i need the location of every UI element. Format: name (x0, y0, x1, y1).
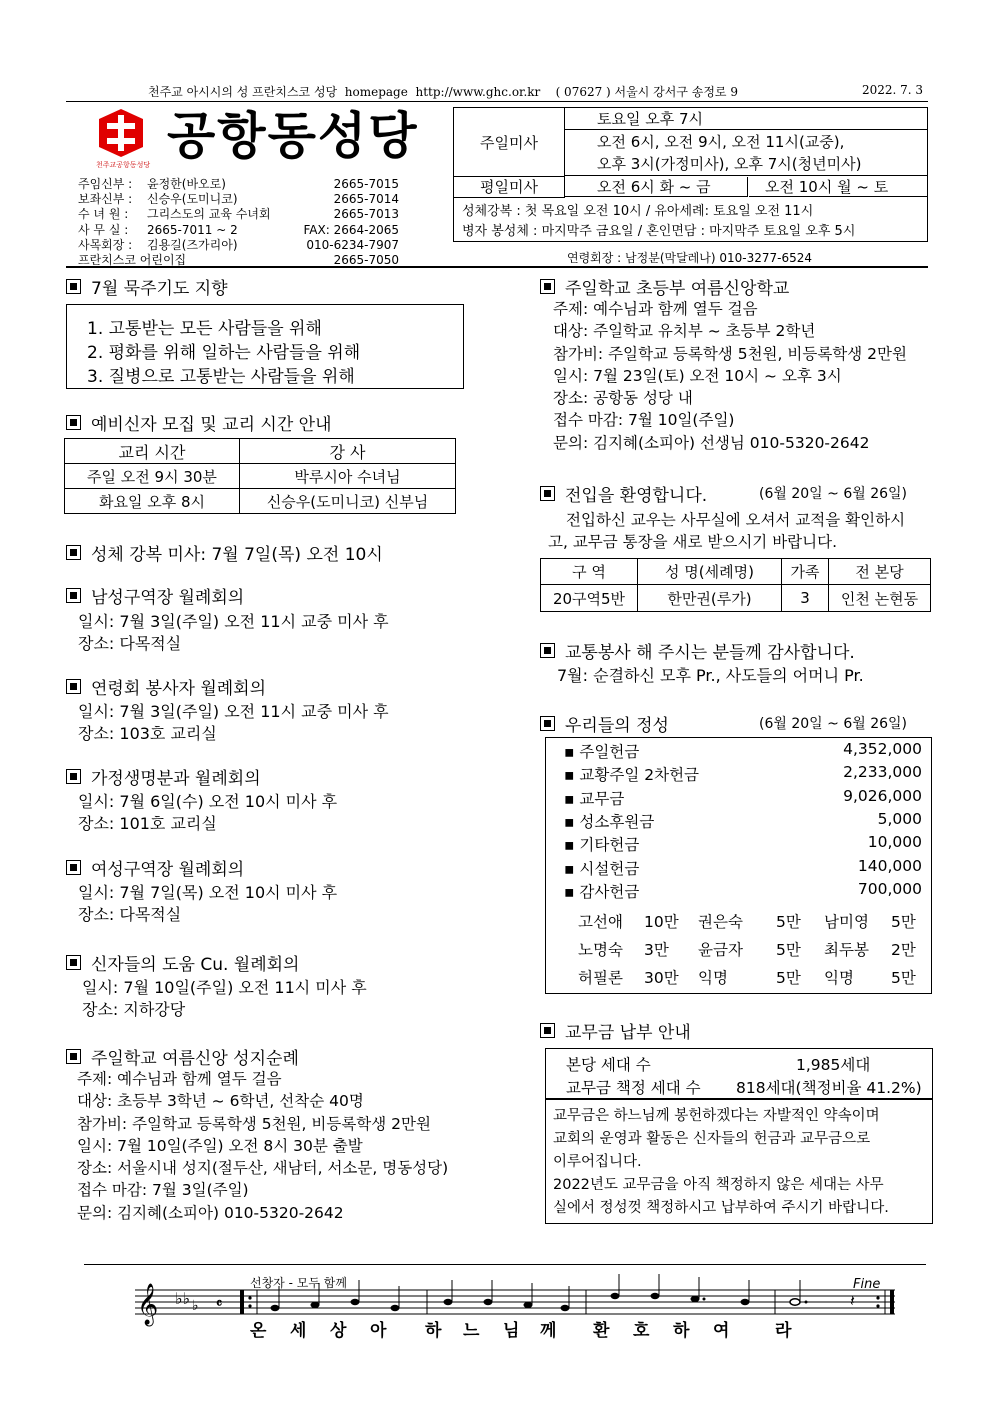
bullet-square-icon (540, 643, 555, 658)
pledged-value: 818세대(책정비율 41.2%) (736, 1079, 922, 1097)
table-header-row (65, 439, 456, 464)
music-lyrics (250, 1316, 810, 1341)
traffic-section-title (540, 638, 855, 663)
pilgrimage-line: 참가비: 주일학교 등록학생 5천원, 비등록학생 2만원 (77, 1114, 431, 1133)
meeting-2-time: 일시: 7월 3일(주일) 오전 11시 교중 미사 후 (78, 702, 389, 721)
meeting-4-place: 장소: 다목적실 (78, 905, 182, 924)
offering-amount: 700,000 (857, 879, 922, 898)
contact-role: 보좌신부 : (78, 192, 133, 207)
offering-period: (6월 20일 ~ 6월 26일) (759, 716, 907, 732)
meeting-4-time: 일시: 7월 7일(목) 오전 10시 미사 후 (78, 883, 338, 902)
donor-name: 고선애 (578, 913, 623, 931)
contact-name: 윤정한(바오로) (147, 177, 226, 191)
donor-name: 권은숙 (698, 913, 743, 931)
offering-name: ▪ 주일헌금 (564, 743, 640, 761)
lyric-syllable: 환 (593, 1321, 610, 1341)
bullet-square-icon (66, 1049, 81, 1064)
svg-text:♭♭: ♭♭ (175, 1289, 191, 1308)
sunday-mass-label: 주일미사 (454, 108, 565, 177)
adoration-title (66, 540, 383, 565)
tithe-note-line: 실에서 정성껏 책정하시고 납부하여 주시기 바랍니다. (553, 1200, 889, 1216)
bullet-square-icon (66, 279, 81, 294)
section-heading: 주일학교 여름신앙 성지순례 (91, 1049, 299, 1069)
prayer-item: 3. 질병으로 고통받는 사람들을 위해 (87, 367, 355, 387)
bullet-square-icon (540, 716, 555, 731)
offering-box (545, 737, 932, 994)
offering-row (564, 787, 924, 809)
table-cell: 주일 오전 9시 30분 (65, 464, 240, 489)
top-divider (66, 266, 928, 268)
sunday-mass-times (565, 131, 927, 176)
donor-name: 윤금자 (698, 941, 743, 959)
table-header: 강 사 (240, 439, 456, 464)
offering-name: ▪ 성소후원금 (564, 812, 655, 831)
svg-text:𝄞: 𝄞 (137, 1284, 159, 1325)
tithe-stats-box (545, 1048, 933, 1100)
table-header: 성 명(세례명) (638, 559, 782, 585)
donor-amount: 5만 (776, 969, 801, 987)
donor-name: 허필론 (578, 969, 623, 987)
pilgrimage-line: 접수 마감: 7월 3일(주일) (77, 1181, 249, 1200)
lyric-syllable: 아 (370, 1321, 387, 1341)
contact-name: 김용길(즈가리아) (147, 237, 238, 252)
pilgrimage-details (77, 1068, 448, 1224)
meeting-3-title (66, 764, 261, 789)
contact-name: 2665-7011 ~ 2 (147, 222, 238, 237)
pilgrimage-line: 주제: 예수님과 함께 열두 걸음 (77, 1070, 282, 1088)
welcome-table (540, 558, 931, 612)
contact-role: 수 녀 원 : (78, 207, 129, 222)
bullet-square-icon (540, 279, 555, 294)
contact-name: 그리스도의 교육 수녀회 (147, 207, 271, 222)
footer-divider (84, 1264, 926, 1265)
households-value: 1,985세대 (796, 1056, 871, 1074)
table-cell: 한만권(루가) (638, 585, 782, 612)
table-cell: 신승우(도미니코) 신부님 (240, 489, 456, 514)
offering-amount: 4,352,000 (843, 740, 922, 758)
header-top (148, 83, 738, 100)
offering-row (564, 880, 924, 902)
offering-amount: 5,000 (877, 809, 922, 828)
section-heading: 우리들의 정성 (565, 716, 669, 736)
lyric-syllable: 느 (463, 1321, 480, 1341)
school-line: 문의: 김지혜(소피아) 선생님 010-5320-2642 (553, 433, 870, 452)
school-line: 참가비: 주일학교 등록학생 5천원, 비등록학생 2만원 (553, 344, 907, 363)
donor-amount: 5만 (891, 969, 916, 987)
table-cell: 20구역5반 (541, 585, 638, 612)
contact-phone: 2665-7014 (333, 192, 399, 207)
contacts-names (147, 177, 271, 253)
church-name: 공항동성당 (167, 107, 419, 165)
households-label: 본당 세대 수 (566, 1056, 651, 1074)
meeting-1-time: 일시: 7월 3일(주일) 오전 11시 교중 미사 후 (78, 612, 389, 631)
donor-amount: 2만 (891, 941, 916, 959)
prayer-section-title (66, 274, 228, 299)
offering-name: ▪ 시설헌금 (564, 859, 640, 878)
contact-phone: 2665-7015 (333, 177, 399, 191)
contact-phone: 2665-7050 (333, 253, 399, 268)
contact-role: 사목회장 : (78, 237, 133, 252)
offering-name: ▪ 교무금 (564, 789, 625, 808)
section-heading: 남성구역장 월례회의 (91, 588, 245, 608)
offering-amount: 9,026,000 (843, 786, 922, 805)
meeting-3-place: 장소: 101호 교리실 (78, 814, 217, 833)
section-heading: 성체 강복 미사: 7월 7일(목) 오전 10시 (91, 545, 383, 565)
offering-row (564, 833, 924, 855)
bullet-square-icon (66, 415, 81, 430)
offering-row (564, 763, 924, 785)
bullet-square-icon (540, 486, 555, 501)
table-row (65, 464, 456, 489)
table-header-row (541, 559, 931, 585)
sunday-mass-sat: 토요일 오후 7시 (565, 108, 927, 130)
lyric-syllable: 하 (425, 1321, 442, 1341)
offering-row (564, 740, 924, 762)
donor-amount: 5만 (776, 941, 801, 959)
meeting-5-place: 장소: 지하강당 (82, 1000, 186, 1019)
meeting-2-title (66, 674, 266, 699)
table-cell: 인천 논현동 (829, 585, 931, 612)
section-heading: 여성구역장 월례회의 (91, 860, 245, 880)
pilgrimage-line: 문의: 김지혜(소피아) 010-5320-2642 (77, 1203, 344, 1222)
donor-amount: 10만 (644, 913, 679, 931)
prayer-item: 2. 평화를 위해 일하는 사람들을 위해 (87, 343, 361, 363)
section-heading: 7월 묵주기도 지향 (91, 279, 228, 299)
offering-amount: 2,233,000 (843, 763, 922, 782)
tithe-note-line: 교회의 운영과 활동은 신자들의 헌금과 교무금으로 (553, 1131, 871, 1147)
welcome-line-2: 고, 교무금 통장을 새로 받으시기 바랍니다. (548, 533, 838, 551)
homepage-link[interactable]: http://www.ghc.or.kr (415, 85, 541, 99)
donor-name: 익명 (698, 969, 728, 987)
table-cell: 화요일 오후 8시 (65, 489, 240, 514)
pledged-label: 교무금 책정 세대 수 (566, 1079, 701, 1097)
contact-phone: 010-6234-7907 (306, 237, 399, 252)
lyric-syllable: 호 (633, 1321, 650, 1341)
parish-full-name: 천주교 아시시의 성 프란치스코 성당 (148, 85, 338, 99)
logo-caption: 천주교공항동성당 (96, 161, 151, 169)
donor-amount: 5만 (891, 913, 916, 931)
table-row (65, 489, 456, 514)
elder-chair: 연령회장 : 남정분(막달레나) 010-3277-6524 (567, 251, 813, 265)
offering-row (564, 810, 924, 832)
sunday-mass-morning: 오전 6시, 오전 9시, 오전 11시(교중), (597, 133, 845, 151)
table-header: 구 역 (541, 559, 638, 585)
bullet-square-icon (66, 955, 81, 970)
pilgrimage-line: 장소: 서울시내 성지(절두산, 새남터, 서소문, 명동성당) (77, 1159, 449, 1178)
weekday-mass-label: 평일미사 (454, 177, 565, 198)
issue-date: 2022. 7. 3 (862, 83, 924, 97)
church-address: ( 07627 ) 서울시 강서구 송정로 9 (555, 85, 738, 99)
table-cell: 박루시아 수녀님 (240, 464, 456, 489)
meeting-4-title (66, 855, 244, 880)
welcome-line-1: 전입하신 교우는 사무실에 오셔서 교적을 확인하시 (566, 511, 906, 529)
bullet-square-icon (66, 588, 81, 603)
tithe-note-line: 이루어집니다. (553, 1154, 642, 1170)
section-heading: 주일학교 초등부 여름신앙학교 (565, 279, 790, 299)
tithe-note-box (545, 1098, 933, 1224)
weekday-mass-late: 오전 10시 월 ~ 토 (749, 177, 927, 197)
meeting-5-time: 일시: 7월 10일(주일) 오전 11시 미사 후 (82, 978, 367, 997)
meeting-2-place: 장소: 103호 교리실 (78, 724, 217, 743)
bullet-square-icon (66, 860, 81, 875)
lyric-syllable: 께 (540, 1321, 557, 1341)
offering-name: ▪ 감사헌금 (564, 882, 640, 901)
sunday-mass-afternoon: 오후 3시(가정미사), 오후 7시(청년미사) (597, 155, 862, 173)
donor-amount: 5만 (776, 913, 801, 931)
bullet-square-icon (540, 1023, 555, 1038)
school-details (553, 298, 907, 454)
contact-phone: 2665-7013 (333, 207, 399, 222)
contact-role: 주임신부 : (78, 177, 133, 191)
lyric-syllable: 세 (290, 1321, 307, 1341)
prayer-box (66, 304, 464, 389)
section-heading: 교무금 납부 안내 (565, 1023, 691, 1043)
svg-text:♭: ♭ (192, 1298, 199, 1314)
table-cell: 3 (782, 585, 829, 612)
contact-name: 신승우(도미니코) (147, 192, 238, 207)
section-heading: 교통봉사 해 주시는 분들께 감사합니다. (565, 643, 855, 663)
section-heading: 신자들의 도움 Cu. 월례회의 (91, 955, 300, 975)
mass-schedule-box (453, 107, 928, 242)
welcome-section-title (540, 481, 707, 506)
section-heading: 예비신자 모집 및 교리 시간 안내 (91, 415, 332, 435)
bullet-square-icon (66, 545, 81, 560)
church-logo-icon (95, 107, 147, 159)
svg-text:𝄽: 𝄽 (850, 1291, 855, 1310)
contact-role: 사 무 실 : (78, 222, 129, 237)
section-heading: 전입을 환영합니다. (565, 486, 708, 506)
bullet-square-icon (66, 679, 81, 694)
lyric-syllable: 여 (713, 1321, 730, 1341)
donor-amount: 3만 (644, 941, 669, 959)
lyric-syllable: 하 (673, 1321, 690, 1341)
prayer-item: 1. 고통받는 모든 사람들을 위해 (87, 319, 322, 339)
contacts-phones (301, 177, 399, 268)
table-row (541, 585, 931, 612)
lyric-syllable: 라 (775, 1321, 792, 1341)
catechumen-section-title (66, 410, 332, 435)
meeting-3-time: 일시: 7월 6일(수) 오전 10시 미사 후 (78, 792, 338, 811)
mass-extra-2: 병자 봉성체 : 마지막주 금요일 / 혼인면담 : 마지막주 토요일 오후 5시 (462, 224, 856, 239)
school-section-title (540, 274, 789, 299)
pilgrimage-line: 일시: 7월 10일(주일) 오전 8시 30분 출발 (77, 1136, 363, 1155)
school-line: 주제: 예수님과 함께 열두 걸음 (553, 300, 758, 318)
contact-role: 프란치스코 어린이집 (78, 253, 187, 268)
section-heading: 가정생명분과 월례회의 (91, 769, 261, 789)
music-fine-marking: Fine (853, 1277, 881, 1292)
welcome-period: (6월 20일 ~ 6월 26일) (759, 486, 907, 502)
offering-section-title (540, 711, 669, 736)
school-line: 장소: 공항동 성당 내 (553, 389, 693, 408)
meeting-5-title (66, 950, 299, 975)
weekday-mass-early: 오전 6시 화 ~ 금 (565, 177, 748, 197)
meeting-1-place: 장소: 다목적실 (78, 634, 182, 653)
donor-name: 남미영 (824, 913, 869, 931)
offering-name: ▪ 기타헌금 (564, 836, 640, 855)
catechumen-table (64, 438, 456, 514)
bullet-square-icon (66, 769, 81, 784)
offering-amount: 10,000 (867, 833, 922, 852)
donor-name: 노명숙 (578, 941, 623, 959)
table-header: 교리 시간 (65, 439, 240, 464)
lyric-syllable: 상 (330, 1321, 347, 1341)
tithe-note-line: 교무금은 하느님께 봉헌하겠다는 자발적인 약속이며 (553, 1108, 880, 1124)
tithe-note (553, 1105, 889, 1220)
lyric-syllable: 온 (250, 1321, 267, 1341)
donor-amount: 30만 (644, 969, 679, 987)
offering-amount: 140,000 (857, 856, 922, 875)
homepage-label: homepage (344, 85, 408, 99)
svg-text:𝄴: 𝄴 (216, 1296, 223, 1312)
school-line: 접수 마감: 7월 10일(주일) (553, 411, 735, 430)
donor-name: 최두봉 (824, 941, 869, 959)
school-line: 일시: 7월 23일(토) 오전 10시 ~ 오후 3시 (553, 366, 842, 385)
offering-row (564, 857, 924, 879)
table-header: 가족 (782, 559, 829, 585)
contact-phone: FAX: 2664-2065 (303, 222, 399, 237)
table-header: 전 본당 (829, 559, 931, 585)
pilgrimage-title (66, 1044, 299, 1069)
section-heading: 연령회 봉사자 월례회의 (91, 679, 267, 699)
tithe-section-title (540, 1018, 691, 1043)
music-caption: 선창자 - 모두 함께 (250, 1276, 347, 1290)
pilgrimage-line: 대상: 초등부 3학년 ~ 6학년, 선착순 40명 (77, 1092, 364, 1111)
mass-extra-1: 성체강복 : 첫 목요일 오전 10시 / 유아세례: 토요일 오전 11시 (462, 204, 814, 219)
meeting-1-title (66, 583, 244, 608)
offering-name: ▪ 교황주일 2차헌금 (564, 766, 700, 785)
traffic-line: 7월: 순결하신 모후 Pr., 사도들의 어머니 Pr. (557, 666, 864, 685)
header-divider (66, 101, 928, 102)
school-line: 대상: 주일학교 유치부 ~ 초등부 2학년 (553, 322, 816, 341)
lyric-syllable: 님 (503, 1321, 520, 1341)
donor-name: 익명 (824, 969, 854, 987)
tithe-note-line: 2022년도 교무금을 아직 책정하지 않은 세대는 사무 (553, 1177, 884, 1193)
